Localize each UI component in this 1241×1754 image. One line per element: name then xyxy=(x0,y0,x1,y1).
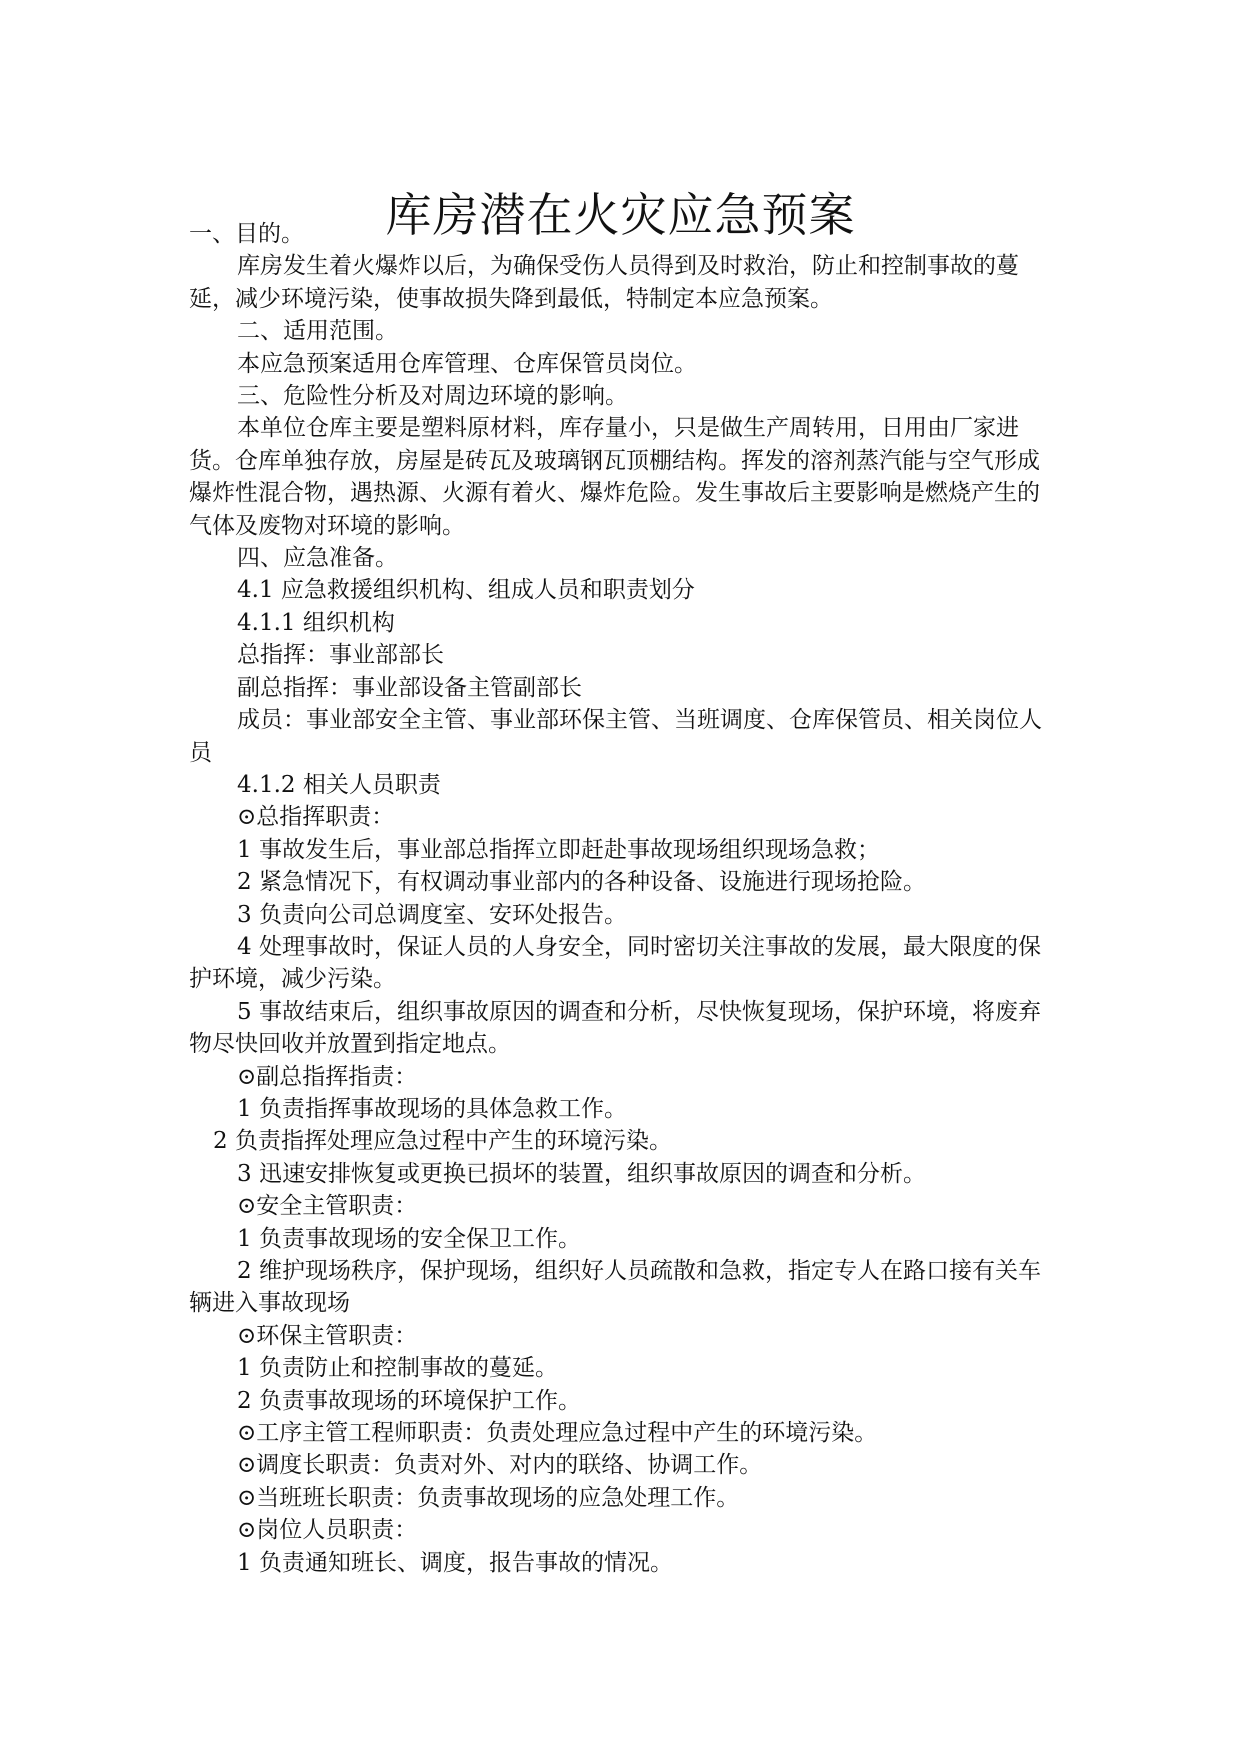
list-item: 2 负责指挥处理应急过程中产生的环境污染。 xyxy=(213,1128,672,1155)
document-title: 库房潜在火灾应急预案 xyxy=(385,187,856,242)
subsection-heading-4-1-2: 4.1.2 相关人员职责 xyxy=(237,771,441,798)
role-heading-deputy: ⊙副总指挥指责： xyxy=(237,1063,418,1090)
role-heading-commander: ⊙总指挥职责： xyxy=(237,804,395,831)
list-item: 4 处理事故时，保证人员的人身安全，同时密切关注事故的发展，最大限度的保护环境，减少污染。 xyxy=(189,933,1041,993)
role-paragraph-shift-leader: ⊙当班班长职责：负责事故现场的应急处理工作。 xyxy=(237,1484,740,1511)
role-heading-environment: ⊙环保主管职责： xyxy=(237,1322,418,1349)
paragraph-members: 成员：事业部安全主管、事业部环保主管、当班调度、仓库保管员、相关岗位人员 xyxy=(189,707,1042,766)
list-item: 2 紧急情况下，有权调动事业部内的各种设备、设施进行现场抢险。 xyxy=(237,869,926,896)
paragraph-scope: 本应急预案适用仓库管理、仓库保管员岗位。 xyxy=(237,350,697,377)
role-heading-safety: ⊙安全主管职责： xyxy=(237,1193,418,1220)
paragraph-deputy-commander: 副总指挥：事业部设备主管副部长 xyxy=(237,674,582,701)
document-body xyxy=(189,218,1061,1579)
list-item: 2 维护现场秩序，保护现场，组织好人员疏散和急救，指定专人在路口接有关车辆进入事故现场 xyxy=(189,1258,1041,1317)
list-item: 1 事故发生后，事业部总指挥立即赶赴事故现场组织现场急救； xyxy=(237,836,880,863)
list-item: 3 负责向公司总调度室、安环处报告。 xyxy=(237,901,627,928)
paragraph-commander: 总指挥：事业部部长 xyxy=(237,642,444,669)
role-paragraph-dispatcher: ⊙调度长职责：负责对外、对内的联络、协调工作。 xyxy=(237,1452,763,1479)
section-heading-risk: 三、危险性分析及对周边环境的影响。 xyxy=(237,383,628,410)
subsection-heading-4-1: 4.1 应急救援组织机构、组成人员和职责划分 xyxy=(237,577,695,604)
list-item: 1 负责事故现场的安全保卫工作。 xyxy=(237,1225,581,1252)
subsection-heading-4-1-1: 4.1.1 组织机构 xyxy=(237,609,395,636)
paragraph-purpose: 库房发生着火爆炸以后，为确保受伤人员得到及时救治，防止和控制事故的蔓延，减少环境污染，使事故损失降到最低，特制定本应急预案。 xyxy=(189,253,1019,312)
list-item: 1 负责指挥事故现场的具体急救工作。 xyxy=(237,1095,627,1122)
section-heading-scope: 二、适用范围。 xyxy=(237,318,398,345)
section-heading-purpose: 一、目的。 xyxy=(189,221,304,247)
list-item: 2 负责事故现场的环境保护工作。 xyxy=(237,1387,581,1414)
section-heading-preparation: 四、应急准备。 xyxy=(237,545,398,572)
list-item: 1 负责通知班长、调度，报告事故的情况。 xyxy=(237,1549,673,1576)
role-paragraph-engineer: ⊙工序主管工程师职责：负责处理应急过程中产生的环境污染。 xyxy=(237,1420,878,1447)
list-item: 5 事故结束后，组织事故原因的调查和分析，尽快恢复现场，保护环境，将废弃物尽快回收并放置到指定地点。 xyxy=(189,998,1041,1058)
list-item: 1 负责防止和控制事故的蔓延。 xyxy=(237,1355,558,1382)
paragraph-risk: 本单位仓库主要是塑料原材料，库存量小，只是做生产周转用，日用由厂家进货。仓库单独存放，房屋是砖瓦及玻璃钢瓦顶棚结构。挥发的溶剂蒸汽能与空气形成爆炸性混合物，遇热源、火源有着火、爆炸危险。发生事故后主要影响是燃烧产生的气体及废物对环境的影响。 xyxy=(189,415,1040,539)
role-heading-post-staff: ⊙岗位人员职责： xyxy=(237,1517,418,1544)
list-item: 3 迅速安排恢复或更换已损坏的装置，组织事故原因的调查和分析。 xyxy=(237,1160,926,1187)
